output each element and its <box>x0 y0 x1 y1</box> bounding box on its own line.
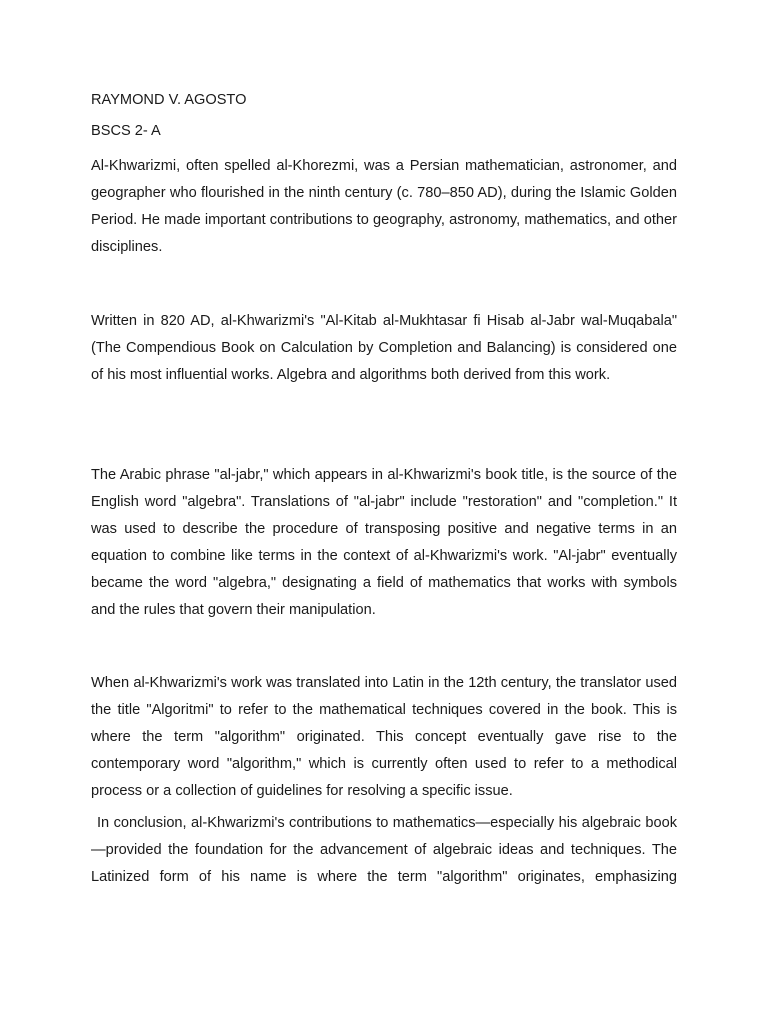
paragraph-intro: Al-Khwarizmi, often spelled al-Khorezmi, was a Persian mathematician, astronomer, and geographer who flourished in the ninth century (c. 780–850 AD), during the Islamic Golden Period. He made important contributions to geography, astronomy, mathematics, and other disciplines. <box>91 158 677 255</box>
paragraph-al-jabr: The Arabic phrase "al-jabr," which appears in al-Khwarizmi's book title, is the source of the English word "algebra". Translations of "al-jabr" include "restoration" and "completion." It was used to describe the procedure of transposing positive and negative terms in an equation to combine like terms in the context of al-Khwarizmi's work. "Al-jabr" eventually became the word "algebra," designating a field of mathematics that works with symbols and the rules that govern their manipulation. <box>91 467 677 618</box>
class-section: BSCS 2- A <box>91 123 161 139</box>
author-name: RAYMOND V. AGOSTO <box>91 92 247 108</box>
paragraph-compendious-book: Written in 820 AD, al-Khwarizmi's "Al-Kitab al-Mukhtasar fi Hisab al-Jabr wal-Muqabala" (The Compendious Book on Calculation by Completion and Balancing) is considered one of his most influential works. Algebra and algorithms both derived from this work. <box>91 313 677 383</box>
paragraph-algoritmi: When al-Khwarizmi's work was translated into Latin in the 12th century, the translator used the title "Algoritmi" to refer to the mathematical techniques covered in the book. This is where the term "algorithm" originated. This concept eventually gave rise to the contemporary word "algorithm," which is currently often used to refer to a methodical process or a collection of guidelines for resolving a specific issue. <box>91 675 677 799</box>
paragraph-conclusion: In conclusion, al-Khwarizmi's contributions to mathematics—especially his algebraic book—provided the foundation for the advancement of algebraic ideas and techniques. The Latinized form of his name is where the term "algorithm" originates, emphasizing <box>91 815 677 885</box>
document-body <box>91 87 677 891</box>
